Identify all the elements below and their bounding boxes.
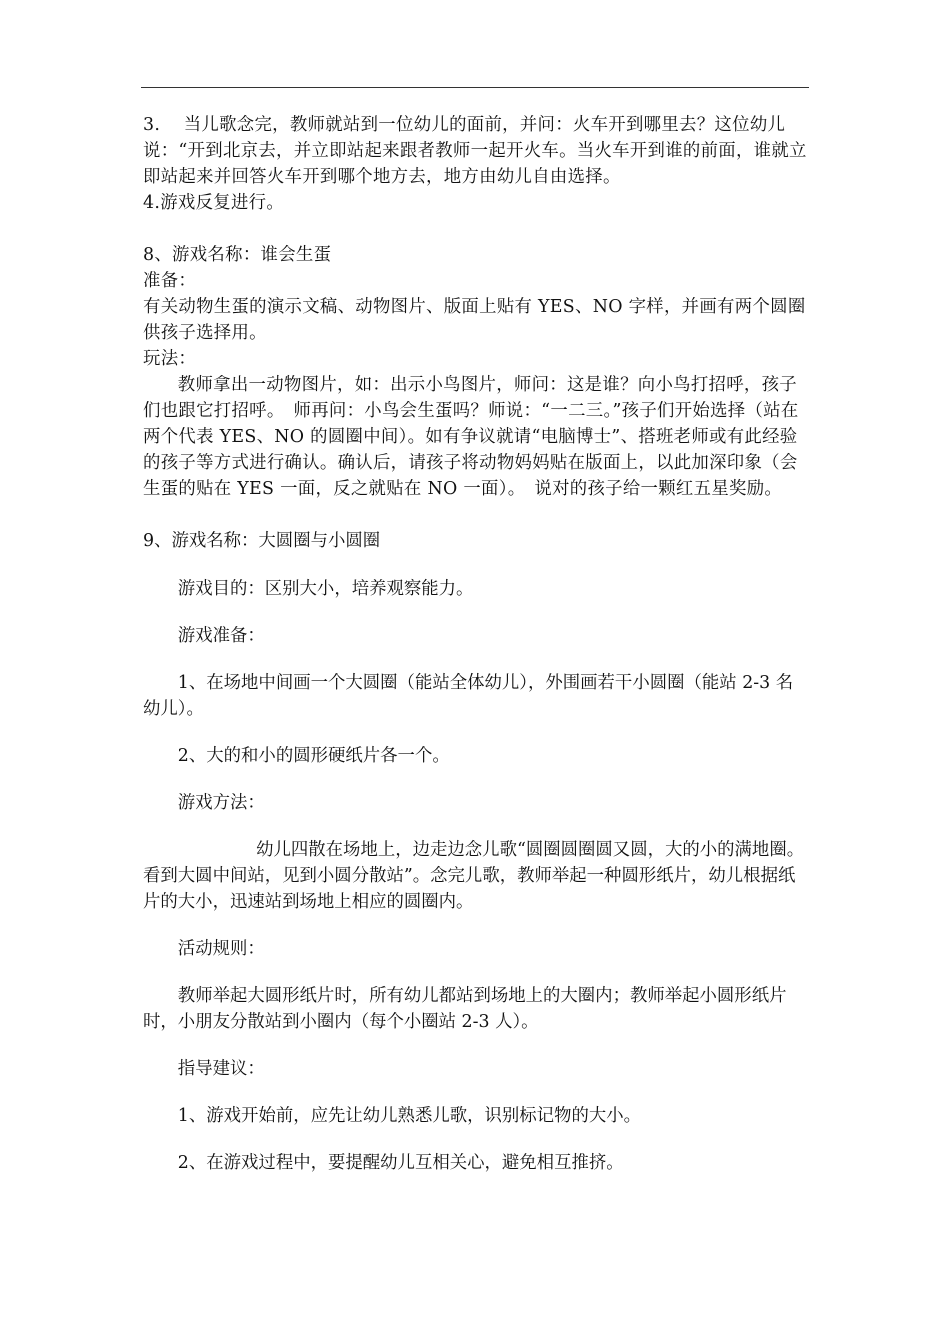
game7-step4: 4.游戏反复进行。 xyxy=(143,193,285,213)
game7-step3: 3. 当儿歌念完，教师就站到一位幼儿的面前，并问：火车开到哪里去？这位幼儿说：“开到北京去，并立即站起来跟者教师一起开火车。当火车开到谁的前面，谁就立即站起来并回答火车开到哪个地方去，地方由幼儿自由选择。 xyxy=(143,115,807,187)
header-rule xyxy=(141,87,809,88)
game9-goal: 游戏目的：区别大小，培养观察能力。 xyxy=(177,579,474,599)
game9-prep-2: 2、大的和小的圆形硬纸片各一个。 xyxy=(177,746,450,766)
game8-play-label: 玩法： xyxy=(143,349,197,369)
game7-section xyxy=(143,112,809,216)
game8-section xyxy=(143,242,809,502)
game9-method-label: 游戏方法： xyxy=(177,793,265,813)
game9-advice-2: 2、在游戏过程中，要提醒幼儿互相关心，避免相互推挤。 xyxy=(177,1153,624,1173)
game9-section xyxy=(143,528,809,1176)
game9-method-text: 幼儿四散在场地上，边走边念儿歌“圆圈圆圈圆又圆，大的小的满地圈。看到大圆中间站，见到小圆分散站”。念完儿歌，教师举起一种圆形纸片，幼儿根据纸片的大小，迅速站到场地上相应的圆圈内。 xyxy=(143,840,805,912)
game9-advice-1: 1、游戏开始前，应先让幼儿熟悉儿歌，识别标记物的大小。 xyxy=(177,1106,642,1126)
game9-rules-label: 活动规则： xyxy=(177,939,265,959)
document-body xyxy=(143,112,809,1176)
game8-title: 8、游戏名称：谁会生蛋 xyxy=(143,245,332,265)
game9-prep-1: 1、在场地中间画一个大圆圈（能站全体幼儿），外围画若干小圆圈（能站 2-3 名幼儿）。 xyxy=(143,673,794,719)
game9-advice-label: 指导建议： xyxy=(177,1059,265,1079)
game8-prep-label: 准备： xyxy=(143,271,197,291)
game9-title: 9、游戏名称：大圆圈与小圆圈 xyxy=(143,531,381,551)
game9-rules-text: 教师举起大圆形纸片时，所有幼儿都站到场地上的大圈内；教师举起小圆形纸片时，小朋友分散站到小圈内（每个小圈站 2-3 人）。 xyxy=(143,986,787,1032)
game8-prep-text: 有关动物生蛋的演示文稿、动物图片、版面上贴有 YES、NO 字样，并画有两个圆圈供孩子选择用。 xyxy=(143,297,806,343)
game9-prep-label: 游戏准备： xyxy=(177,626,265,646)
game8-play-text: 教师拿出一动物图片，如：出示小鸟图片，师问：这是谁？向小鸟打招呼，孩子们也跟它打招呼。 师再问：小鸟会生蛋吗？师说：“一二三。”孩子们开始选择（站在两个代表 YES、NO 的圆圈中间）。如有争议就请“电脑博士”、搭班老师或有此经验的孩子等方式进行确认。确认后，请孩子将动物妈妈贴在版面上，以此加深印象（会生蛋的贴在 YES 一面，反之就贴在 NO 一面）。 说对的孩子给一颗红五星奖励。 xyxy=(143,375,799,499)
